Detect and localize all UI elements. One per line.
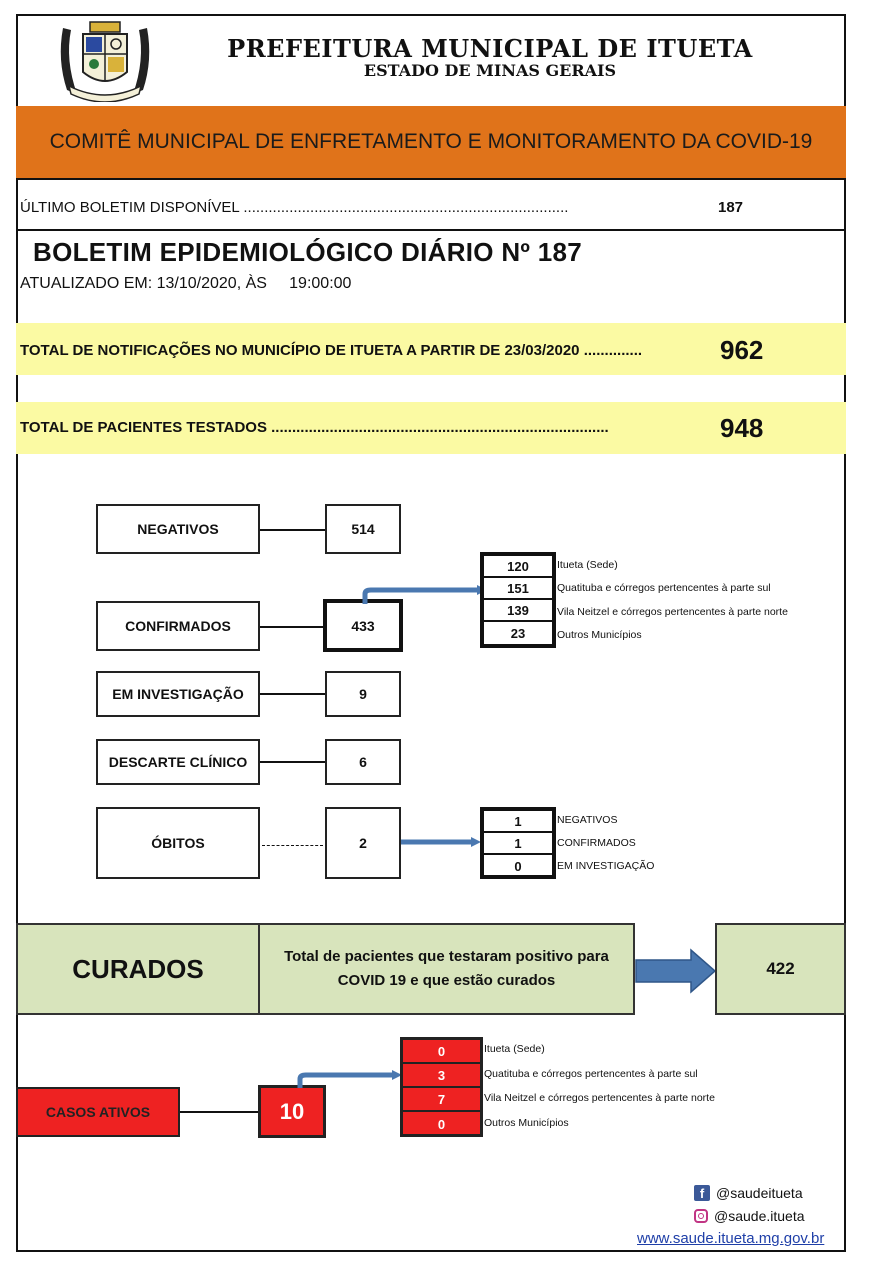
- cured-label: CURADOS: [16, 923, 260, 1015]
- negativos-value: 514: [325, 504, 401, 554]
- active-breakdown-label: Vila Neitzel e córregos pertencentes à parte norte: [484, 1092, 715, 1104]
- active-breakdown-value: 7: [403, 1088, 480, 1112]
- connector-line: [260, 761, 325, 763]
- active-cases-label: CASOS ATIVOS: [16, 1087, 180, 1137]
- tested-value: 948: [720, 413, 764, 443]
- negativos-label: NEGATIVOS: [96, 504, 260, 554]
- header-title: PREFEITURA MUNICIPAL DE ITUETA: [227, 34, 753, 63]
- obitos-label: ÓBITOS: [96, 807, 260, 879]
- active-breakdown-value: 0: [403, 1040, 480, 1064]
- municipal-crest-icon: [55, 20, 155, 102]
- active-breakdown-value: 3: [403, 1064, 480, 1088]
- updated-at: ATUALIZADO EM: 13/10/2020, ÀS 19:00:00: [20, 275, 352, 292]
- confirmados-value: 433: [323, 599, 403, 652]
- notifications-value: 962: [720, 335, 764, 365]
- facebook-handle-text: @saudeitueta: [716, 1185, 803, 1201]
- deaths-breakdown-label: EM INVESTIGAÇÃO: [557, 860, 655, 872]
- divider: [16, 178, 846, 180]
- connector-dashed-line: [262, 845, 323, 846]
- investigacao-label: EM INVESTIGAÇÃO: [96, 671, 260, 717]
- confirmed-breakdown-label: Itueta (Sede): [557, 559, 618, 571]
- active-connector-arrow: [290, 1065, 405, 1089]
- confirmed-breakdown-label: Quatituba e córregos pertencentes à parte sul: [557, 582, 771, 594]
- tested-label: TOTAL DE PACIENTES TESTADOS .................................................................................: [20, 419, 609, 436]
- confirmed-connector-arrow: [355, 580, 490, 605]
- active-breakdown-label: Outros Municípios: [484, 1117, 569, 1129]
- obitos-value: 2: [325, 807, 401, 879]
- confirmed-breakdown-value: 151: [484, 578, 552, 600]
- cured-arrow-icon: [635, 948, 717, 994]
- confirmed-breakdown-value: 23: [510, 625, 526, 641]
- confirmed-breakdown-value: 139: [484, 600, 552, 622]
- deaths-breakdown-value: 1: [484, 833, 552, 855]
- confirmed-breakdown-label: Vila Neitzel e córregos pertencentes à parte norte: [557, 606, 788, 618]
- bulletin-title: BOLETIM EPIDEMIOLÓGICO DIÁRIO Nº 187: [33, 237, 583, 267]
- deaths-breakdown-value: 1: [484, 811, 552, 833]
- website-link[interactable]: www.saude.itueta.mg.gov.br: [637, 1230, 825, 1247]
- cured-description: Total de pacientes que testaram positivo para COVID 19 e que estão curados: [258, 923, 635, 1015]
- active-breakdown-label: Quatituba e córregos pertencentes à parte sul: [484, 1068, 698, 1080]
- confirmados-label: CONFIRMADOS: [96, 601, 260, 651]
- cured-value: 422: [715, 923, 846, 1015]
- committee-banner: COMITÊ MUNICIPAL DE ENFRETAMENTO E MONITORAMENTO DA COVID-19: [16, 106, 846, 178]
- active-breakdown-value: 0: [437, 1116, 446, 1132]
- active-cases-value: 10: [258, 1085, 326, 1138]
- facebook-handle[interactable]: [694, 1185, 803, 1201]
- connector-line: [260, 626, 325, 628]
- notifications-label: TOTAL DE NOTIFICAÇÕES NO MUNICÍPIO DE ITUETA A PARTIR DE 23/03/2020 ..............: [20, 342, 643, 359]
- deaths-breakdown-label: CONFIRMADOS: [557, 837, 636, 849]
- deaths-breakdown-label: NEGATIVOS: [557, 814, 618, 826]
- confirmed-breakdown-table: [480, 552, 556, 648]
- confirmed-breakdown-value: 120: [484, 556, 552, 578]
- connector-line: [260, 693, 325, 695]
- descarte-label: DESCARTE CLÍNICO: [96, 739, 260, 785]
- facebook-icon: f: [694, 1185, 710, 1201]
- deaths-breakdown-table: [480, 807, 556, 879]
- deaths-connector-arrow: [401, 835, 483, 849]
- instagram-icon: [694, 1209, 708, 1223]
- deaths-breakdown-value: 0: [514, 858, 522, 874]
- divider: [16, 229, 846, 231]
- investigacao-value: 9: [325, 671, 401, 717]
- header-subtitle: ESTADO DE MINAS GERAIS: [363, 61, 617, 80]
- active-breakdown-table: [400, 1037, 483, 1137]
- active-breakdown-label: Itueta (Sede): [484, 1043, 545, 1055]
- descarte-value: 6: [325, 739, 401, 785]
- instagram-handle[interactable]: [694, 1208, 805, 1224]
- connector-line: [180, 1111, 258, 1113]
- confirmed-breakdown-label: Outros Municípios: [557, 629, 642, 641]
- connector-line: [260, 529, 325, 531]
- last-bulletin-value: 187: [718, 199, 744, 216]
- instagram-handle-text: @saude.itueta: [714, 1208, 805, 1224]
- last-bulletin-label: ÚLTIMO BOLETIM DISPONÍVEL ..............................................................................: [20, 199, 569, 216]
